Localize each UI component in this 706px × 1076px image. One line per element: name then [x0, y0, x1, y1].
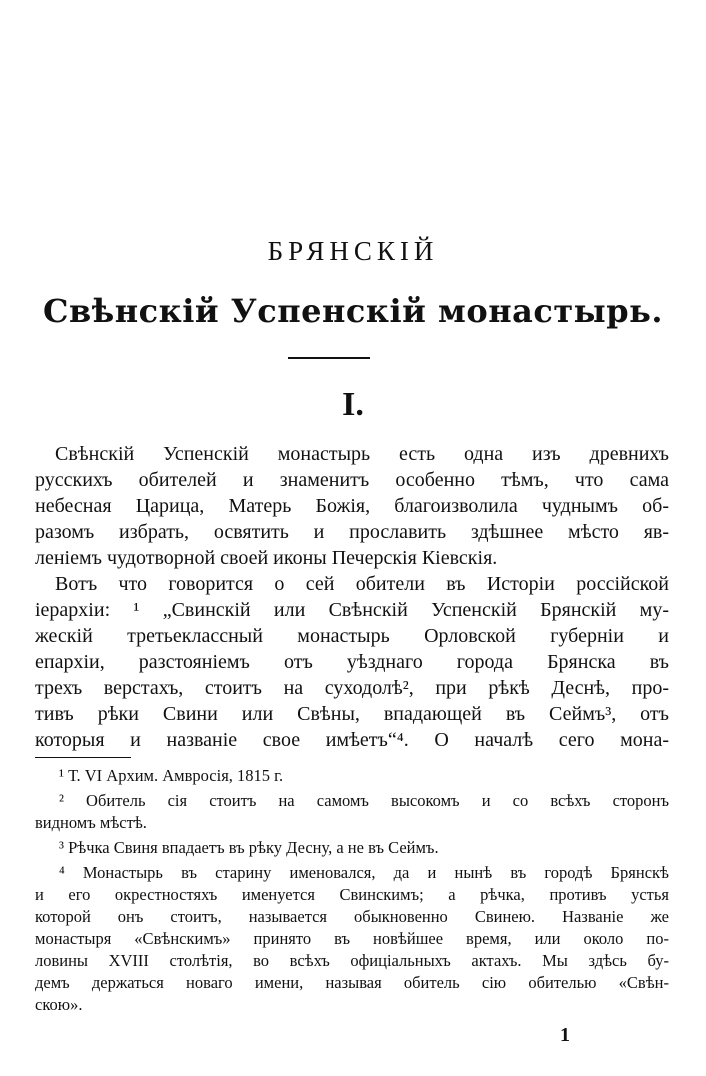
footnote-line: ловины XVIII столѣтія, во всѣхъ офиціальныхъ актахъ. Мы здѣсь бу- [35, 951, 669, 970]
text-line: жескій третьеклассный монастырь Орловской губерніи и [35, 625, 669, 647]
footnote-line: ¹ Т. VI Архим. Амвросія, 1815 г. [59, 766, 284, 785]
footnote [35, 837, 669, 859]
title-divider [288, 357, 370, 359]
text-line: Свѣнскій Успенскій монастырь есть одна изъ древнихъ [55, 443, 669, 465]
page-number: 1 [560, 1024, 570, 1046]
footnote [35, 862, 669, 1016]
chapter-number: I. [342, 386, 364, 423]
text-line: тивъ рѣки Свини или Свѣны, впадающей въ Сеймъ³, отъ [35, 703, 669, 725]
text-line: Вотъ что говорится о сей обители въ Исторіи россійской [55, 573, 669, 595]
footnote-line: ³ Рѣчка Свиня впадаетъ въ рѣку Десну, а не въ Сеймъ. [59, 838, 439, 857]
footnote-line: монастыря «Свѣнскимъ» принято въ новѣйшее время, или около по- [35, 929, 669, 948]
footnote-line: демъ держаться новаго имени, называя обитель сію обителью «Свѣн- [35, 973, 669, 992]
text-line: трехъ верстахъ, стоитъ на суходолѣ², при рѣкѣ Деснѣ, про- [35, 677, 669, 699]
footnote-line: и его окрестностяхъ именуется Свинскимъ; а рѣчка, противъ устья [35, 885, 669, 904]
footnote-divider [35, 757, 131, 758]
footnote-line: которой онъ стоитъ, называется обыкновенно Свинею. Названіе же [35, 907, 669, 926]
main-text [35, 441, 669, 753]
text-line: леніемъ чудотворной своей иконы Печерскія Кіевскія. [35, 547, 498, 569]
footnote [35, 790, 669, 834]
text-line: небесная Царица, Матерь Божія, благоизволила чуднымъ об- [35, 495, 669, 517]
text-line: іерархіи: ¹ „Свинскій или Свѣнскій Успенскій Брянскій му- [35, 599, 669, 621]
footnote-line: ² Обитель сія стоитъ на самомъ высокомъ и со всѣхъ сторонъ [59, 791, 669, 810]
text-line: которыя и названіе свое имѣетъ“⁴. О началѣ сего мона- [35, 729, 669, 751]
footnote-line: видномъ мѣстѣ. [35, 813, 147, 832]
footnotes [35, 765, 669, 1016]
footnote-line: ⁴ Монастырь въ старину именовался, да и нынѣ въ городѣ Брянскѣ [59, 863, 669, 882]
text-line: епархіи, разстояніемъ отъ уѣзднаго города Брянска въ [35, 651, 669, 673]
page-title: БРЯНСКІЙ [267, 236, 439, 266]
footnote [35, 765, 669, 787]
page-subtitle: Свѣнскій Успенскій монастырь. [43, 292, 663, 330]
footnote-line: скою». [35, 995, 83, 1014]
text-line: разомъ избрать, освятить и прославить здѣшнее мѣсто яв- [35, 521, 669, 543]
text-line: русскихъ обителей и знаменитъ особенно тѣмъ, что сама [35, 469, 669, 491]
